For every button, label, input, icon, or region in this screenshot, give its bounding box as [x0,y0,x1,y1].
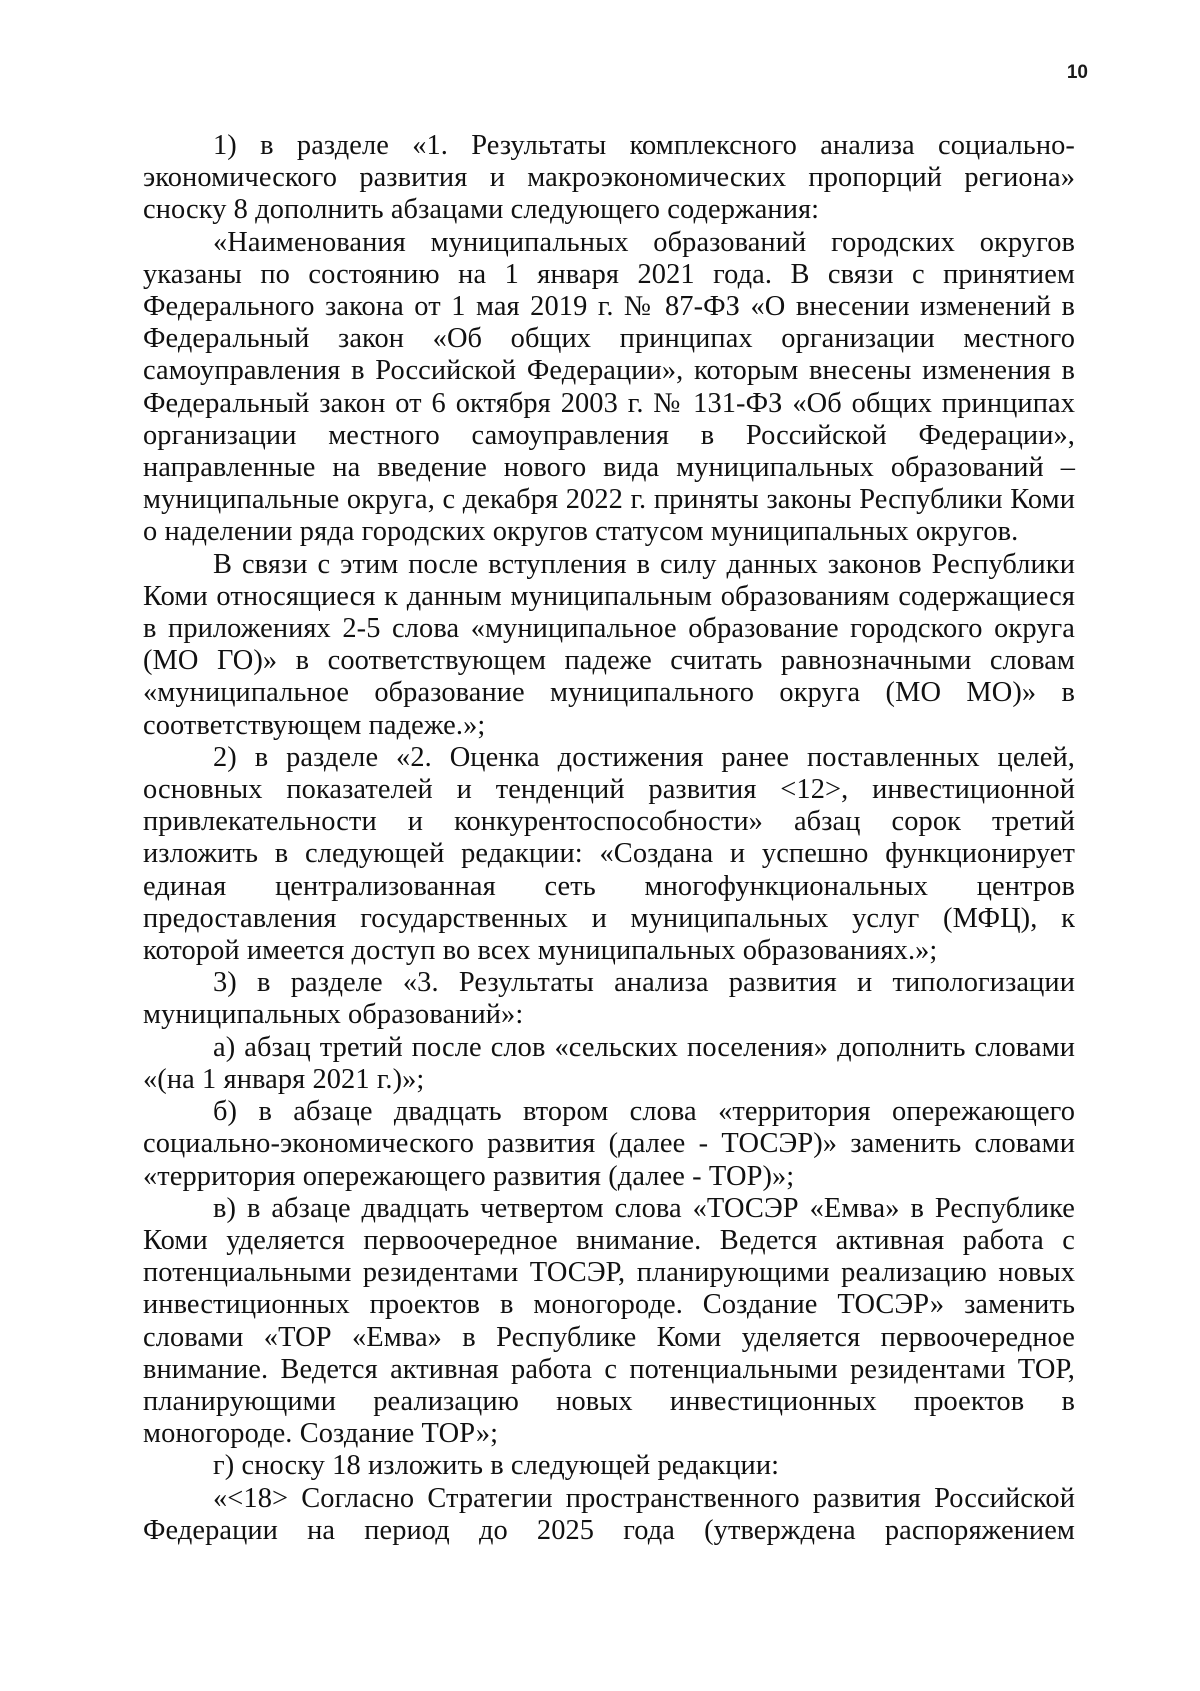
page-number: 10 [1066,62,1088,83]
paragraph-footnote-8-text: «Наименования муниципальных образований городских округов указаны по состоянию на 1 января 2021 года. В связи с принятием Федерального закона от 1 мая 2019 г. № 87-ФЗ «О внесении изменений в Федеральный закон «Об общих принципах организации местного самоуправления в Российской Федерации», которым внесены изменения в Федеральный закон от 6 октября 2003 г. № 131-ФЗ «Об общих принципах организации местного самоуправления в Российской Федерации», направленные на введение нового вида муниципальных образований – муниципальные округа, с декабря 2022 г. приняты законы Республики Коми о наделении ряда городских округов статусом муниципальных округов. [143,226,1075,548]
paragraph-item-2: 2) в разделе «2. Оценка достижения ранее поставленных целей, основных показателей и тенденций развития <12>, инвестиционной привлекательности и конкурентоспособности» абзац сорок третий изложить в следующей редакции: «Создана и успешно функционирует единая централизованная сеть многофункциональных центров предоставления государственных и муниципальных услуг (МФЦ), к которой имеется доступ во всех муниципальных образованиях.»; [143,741,1075,967]
paragraph-footnote-18-text: «<18> Согласно Стратегии пространственного развития Российской Федерации на период до 2025 года (утверждена распоряжением [143,1482,1075,1546]
paragraph-subitem-g: г) сноску 18 изложить в следующей редакции: [213,1450,780,1482]
paragraph-subitem-b: б) в абзаце двадцать втором слова «территория опережающего социально-экономического развития (далее - ТОСЭР)» заменить словами «территория опережающего развития (далее - ТОР)»; [143,1096,1075,1192]
paragraph-subitem-v: в) в абзаце двадцать четвертом слова «ТОСЭР «Емва» в Республике Коми уделяется первоочередное внимание. Ведется активная работа с потенциальными резидентами ТОСЭР, планирующими реализацию новых инвестиционных проектов в моногороде. Создание ТОСЭР» заменить словами «ТОР «Емва» в Республике Коми уделяется первоочередное внимание. Ведется активная работа с потенциальными резидентами ТОР, планирующими реализацию новых инвестиционных проектов в моногороде. Создание ТОР»; [143,1192,1075,1450]
paragraph-item-1: 1) в разделе «1. Результаты комплексного анализа социально-экономического развития и макроэкономических пропорций региона» сноску 8 дополнить абзацами следующего содержания: [143,130,1075,226]
document-body [143,130,1075,1547]
paragraph-footnote-8-continuation: В связи с этим после вступления в силу данных законов Республики Коми относящиеся к данным муниципальным образованиям содержащиеся в приложениях 2-5 слова «муниципальное образование городского округа (МО ГО)» в соответствующем падеже считать равнозначными словам «муниципальное образование муниципального округа (МО МО)» в соответствующем падеже.»; [143,548,1075,741]
paragraph-subitem-a: а) абзац третий после слов «сельских поселения» дополнить словами «(на 1 января 2021 г.)»; [143,1031,1075,1095]
paragraph-item-3: 3) в разделе «3. Результаты анализа развития и типологизации муниципальных образований»: [143,967,1075,1031]
